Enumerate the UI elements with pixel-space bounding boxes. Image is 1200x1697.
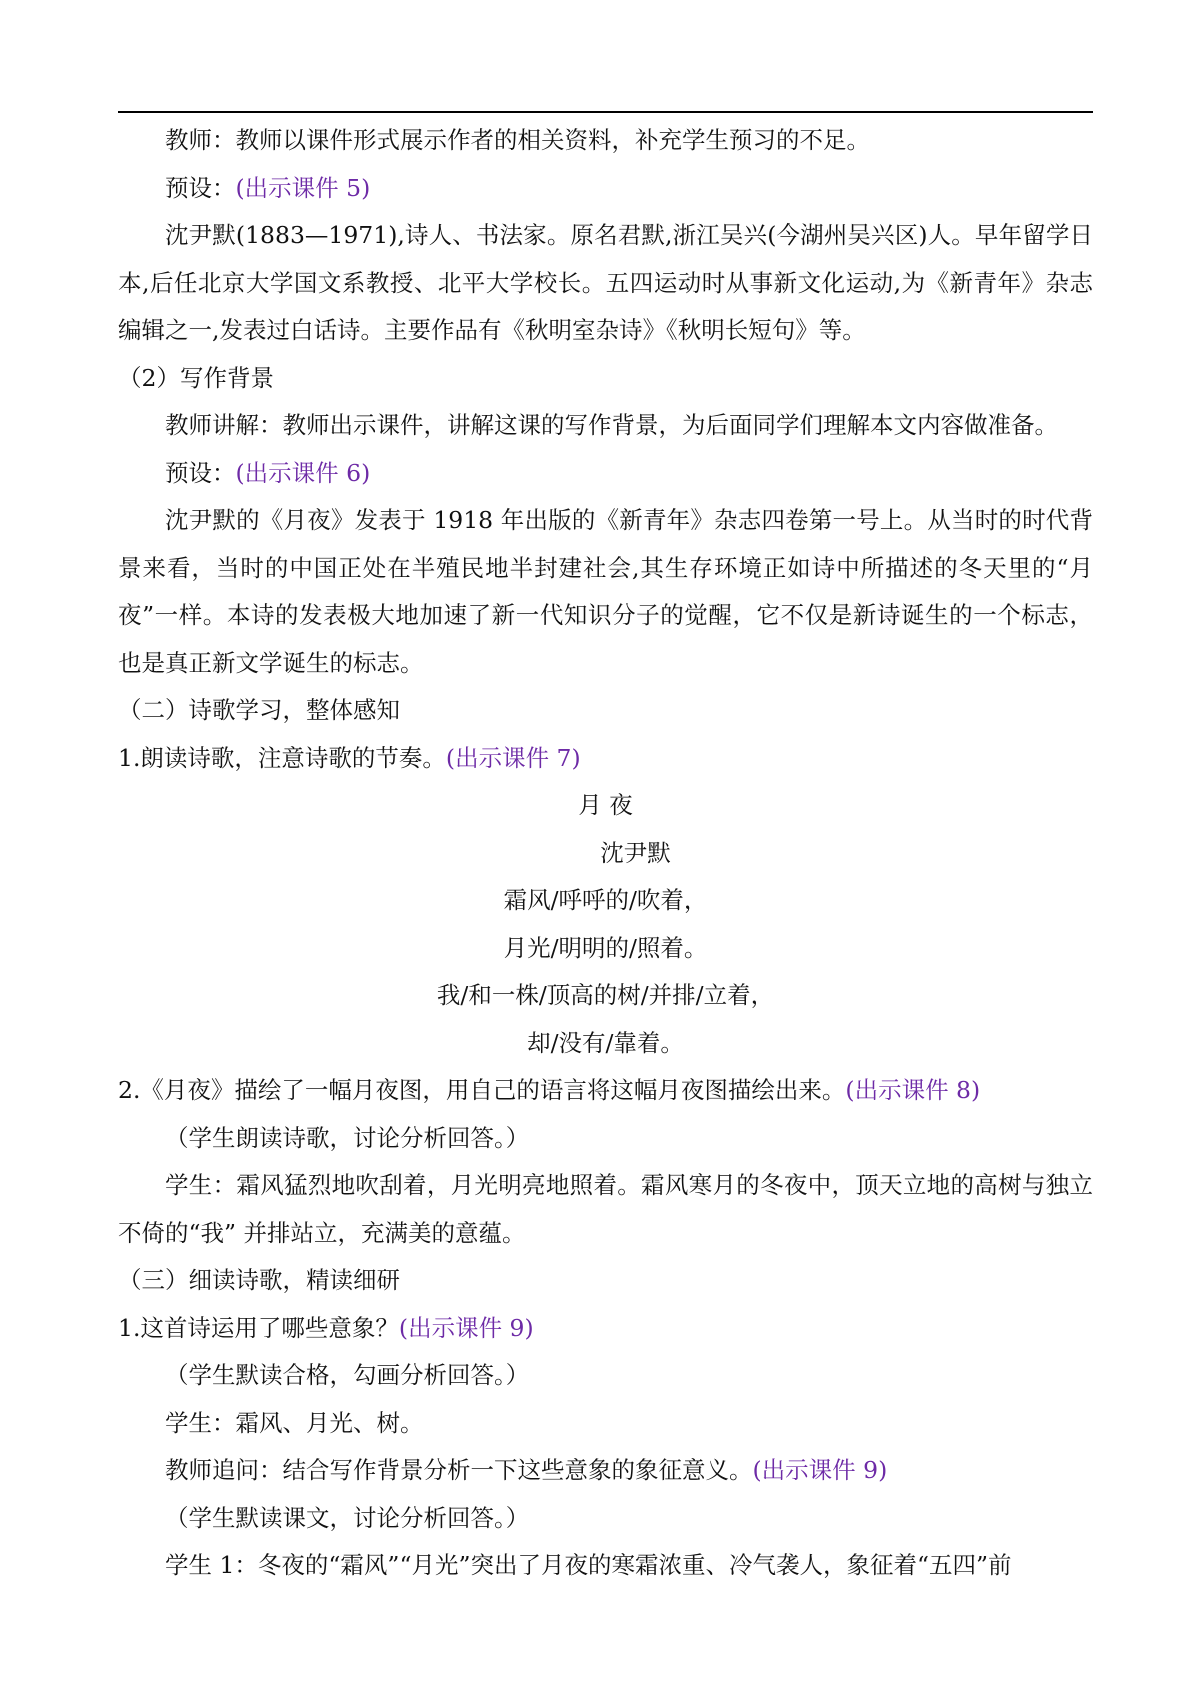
note-q3-2: （学生默读课文，讨论分析回答。） <box>165 1503 530 1532</box>
poem-line-3: 我/和一株/顶高的树/并排/立着， <box>436 981 775 1009</box>
poem-author: 沈尹默 <box>600 838 671 867</box>
paragraph-teacher-intro <box>118 117 1093 165</box>
slide-reference: (出示课件 9) <box>398 1313 534 1342</box>
answer-q3-2: 学生 1：冬夜的“霜风”“月光”突出了月夜的寒霜浓重、冷气袭人，象征着“五四”前 <box>165 1551 1012 1579</box>
teacher-follow-up <box>118 1447 1093 1495</box>
paragraph-background-text: 沈尹默的《月夜》发表于 1918 年出版的《新青年》杂志四卷第一号上。从当时的时代背景来看，当时的中国正处在半殖民地半封建社会,其生存环境正如诗中所描述的冬天里的“月夜”一样。本诗的发表极大地加速了新一代知识分子的觉醒，它不仅是新诗诞生的一个标志，也是真正新文学诞生的标志。 <box>118 506 1093 677</box>
document-body <box>118 117 1093 1590</box>
label: 预设： <box>165 458 236 487</box>
paragraph-teacher-explain <box>118 402 1093 450</box>
slide-reference: (出示课件 8) <box>845 1076 981 1104</box>
question-1 <box>118 735 1093 783</box>
label: 预设： <box>165 173 236 202</box>
answer-q3: 学生：霜风、月光、树。 <box>165 1408 424 1437</box>
question-2 <box>118 1067 1093 1115</box>
slide-reference: (出示课件 9) <box>752 1456 888 1484</box>
heading-background: （2）写作背景 <box>118 363 274 392</box>
heading-section-2: （二）诗歌学习，整体感知 <box>118 696 400 724</box>
paragraph-author-bio: 沈尹默(1883—1971),诗人、书法家。原名君默,浙江吴兴(今湖州吴兴区)人。早年留学日本,后任北京大学国文系教授、北平大学校长。五四运动时从事新文化运动,为《新青年》杂志编辑之一,发表过白话诗。主要作品有《秋明室杂诗》《秋明长短句》等。 <box>118 221 1093 344</box>
poem-line-1: 霜风/呼呼的/吹着， <box>503 886 708 914</box>
text: 教师：教师以课件形式展示作者的相关资料，补充学生预习的不足。 <box>165 126 870 154</box>
paragraph-preset-6 <box>118 450 1093 498</box>
question-3 <box>118 1305 1093 1353</box>
slide-reference: (出示课件 7) <box>445 743 581 772</box>
note-q3: （学生默读合格，勾画分析回答。） <box>165 1361 530 1389</box>
slide-reference: (出示课件 5) <box>235 173 371 202</box>
heading-section-3: （三）细读诗歌，精读细研 <box>118 1266 400 1294</box>
document-page <box>118 0 1093 1697</box>
answer-q2: 学生：霜风猛烈地吹刮着，月光明亮地照着。霜风寒月的冬夜中，顶天立地的高树与独立不倚的“我” 并排站立，充满美的意蕴。 <box>118 1171 1093 1247</box>
text: 1.朗读诗歌，注意诗歌的节奏。 <box>118 743 446 772</box>
slide-reference: (出示课件 6) <box>235 458 371 487</box>
note-q2: （学生朗读诗歌，讨论分析回答。） <box>165 1123 530 1152</box>
text: 2.《月夜》描绘了一幅月夜图，用自己的语言将这幅月夜图描绘出来。 <box>118 1076 846 1104</box>
text: 教师追问：结合写作背景分析一下这些意象的象征意义。 <box>165 1456 753 1484</box>
header-rule <box>118 111 1093 113</box>
poem-line-2: 月光/明明的/照着。 <box>503 933 708 962</box>
poem-title: 月 夜 <box>578 791 633 819</box>
paragraph-preset-5 <box>118 165 1093 213</box>
text: 教师讲解：教师出示课件，讲解这课的写作背景，为后面同学们理解本文内容做准备。 <box>165 411 1058 439</box>
text: 1.这首诗运用了哪些意象？ <box>118 1313 399 1342</box>
poem-line-4: 却/没有/靠着。 <box>527 1028 684 1057</box>
